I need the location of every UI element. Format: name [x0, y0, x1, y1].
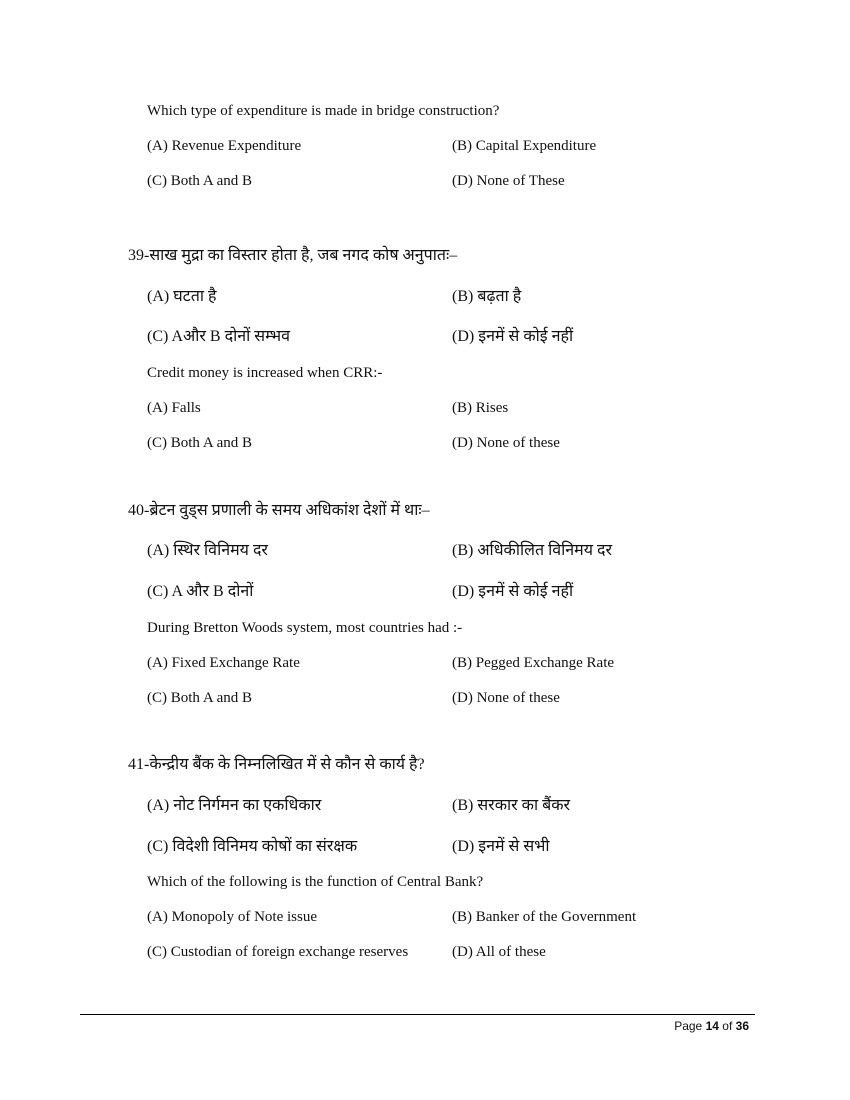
- q41-number: 41-: [128, 756, 150, 773]
- q38-english-question: Which type of expenditure is made in bridge construction?: [147, 103, 500, 119]
- q39-hindi-option-b: (B) बढ़ता है: [452, 288, 522, 305]
- q39-hindi-option-d: (D) इनमें से कोई नहीं: [452, 328, 574, 345]
- q39-english-option-d: (D) None of these: [452, 435, 560, 451]
- page-current: 14: [705, 1019, 719, 1033]
- q41-english-option-a: (A) Monopoly of Note issue: [147, 909, 317, 925]
- q40-heading: [128, 498, 430, 520]
- page-label: Page: [674, 1019, 703, 1033]
- q41-hindi-option-c: (C) विदेशी विनिमय कोषों का संरक्षक: [147, 838, 358, 855]
- q41-english-option-b: (B) Banker of the Government: [452, 909, 637, 925]
- q40-english-option-b: (B) Pegged Exchange Rate: [452, 655, 615, 671]
- q39-hindi-option-a: (A) घटता है: [147, 288, 217, 305]
- q40-english-option-d: (D) None of these: [452, 690, 560, 706]
- page-total: 36: [735, 1019, 749, 1033]
- q40-number: 40-: [128, 502, 150, 519]
- q41-hindi-option-d: (D) इनमें से सभी: [452, 838, 550, 855]
- q40-hindi-option-b: (B) अधिकीलित विनिमय दर: [452, 542, 613, 559]
- q40-hindi-option-c: (C) A और B दोनों: [147, 583, 254, 600]
- q38-english-option-d: (D) None of These: [452, 173, 565, 189]
- q41-english-option-d: (D) All of these: [452, 944, 546, 960]
- page-of: of: [722, 1019, 733, 1033]
- q41-hindi-option-a: (A) नोट निर्गमन का एकधिकार: [147, 797, 322, 814]
- q41-hindi-option-b: (B) सरकार का बैंकर: [452, 797, 571, 814]
- footer-divider: [80, 1014, 755, 1015]
- q40-hindi-option-d: (D) इनमें से कोई नहीं: [452, 583, 574, 600]
- q38-english-option-c: (C) Both A and B: [147, 173, 253, 189]
- q38-english-option-b: (B) Capital Expenditure: [452, 138, 597, 154]
- q39-hindi-question: साख मुद्रा का विस्तार होता है, जब नगद कोष अनुपातः–: [149, 247, 458, 264]
- q41-english-question: Which of the following is the function of Central Bank?: [147, 874, 484, 890]
- q39-hindi-option-c: (C) Aऔर B दोनों सम्भव: [147, 328, 291, 345]
- q39-english-question: Credit money is increased when CRR:-: [147, 365, 383, 381]
- q40-english-question: During Bretton Woods system, most countries had :-: [147, 620, 463, 636]
- q41-heading: [128, 752, 425, 774]
- q40-hindi-option-a: (A) स्थिर विनिमय दर: [147, 542, 268, 559]
- page-number: [674, 1019, 749, 1033]
- q39-number: 39-: [128, 247, 150, 264]
- q40-english-option-a: (A) Fixed Exchange Rate: [147, 655, 300, 671]
- q40-hindi-question: ब्रेटन वुड्स प्रणाली के समय अधिकांश देशों में थाः–: [149, 502, 430, 519]
- q38-english-option-a: (A) Revenue Expenditure: [147, 138, 302, 154]
- q41-hindi-question: केन्द्रीय बैंक के निम्नलिखित में से कौन से कार्य है?: [149, 756, 425, 773]
- q41-english-option-c: (C) Custodian of foreign exchange reserves: [147, 944, 409, 960]
- q39-english-option-c: (C) Both A and B: [147, 435, 253, 451]
- q39-heading: [128, 243, 457, 265]
- q40-english-option-c: (C) Both A and B: [147, 690, 253, 706]
- q39-english-option-b: (B) Rises: [452, 400, 509, 416]
- q39-english-option-a: (A) Falls: [147, 400, 201, 416]
